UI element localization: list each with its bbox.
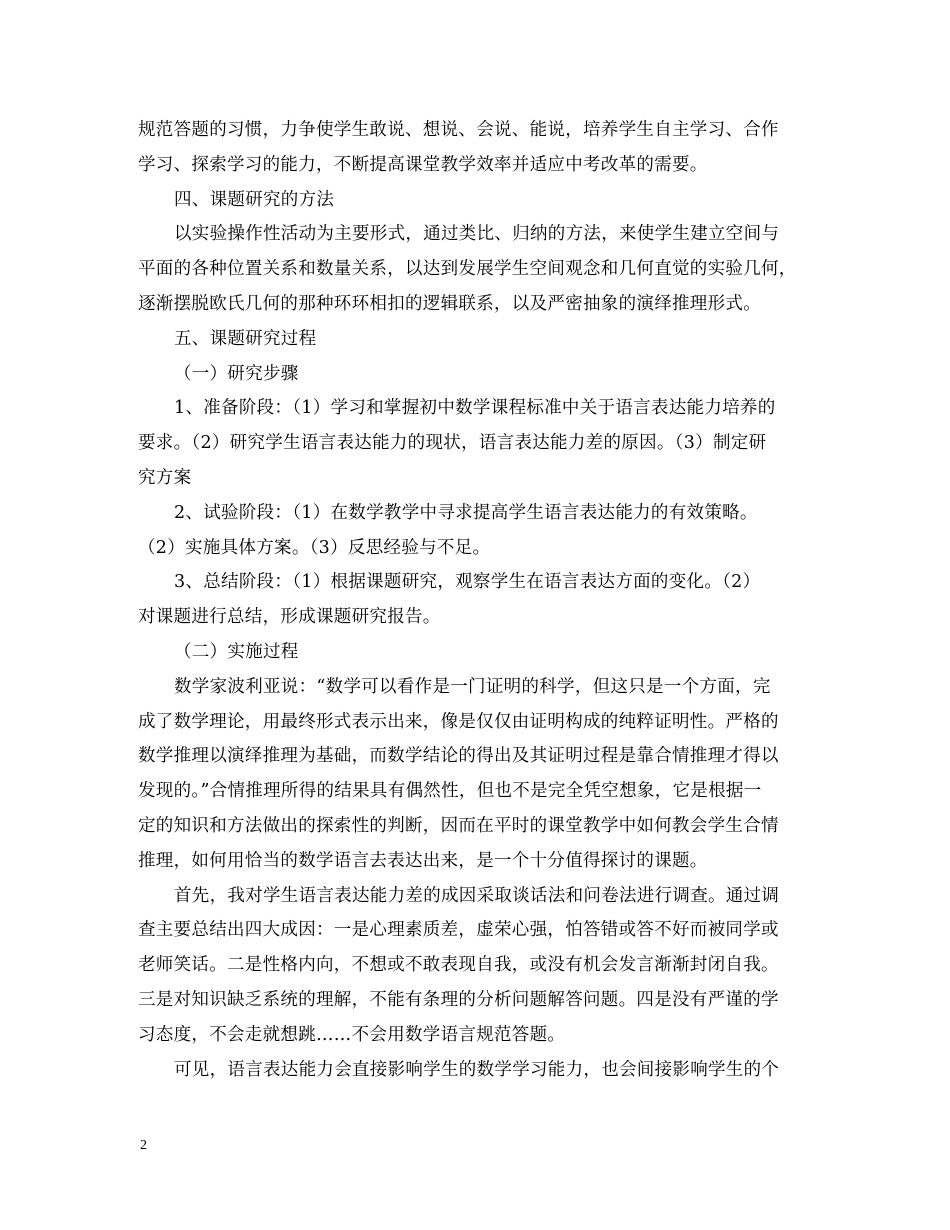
text-line: 成了数学理论，用最终形式表示出来，像是仅仅由证明构成的纯粹证明性。严格的 [138,711,779,732]
text-line: 定的知识和方法做出的探索性的判断，因而在平时的课堂教学中如何教会学生合情 [138,815,779,836]
text-line: 规范答题的习惯，力争使学生敢说、想说、会说、能说，培养学生自主学习、合作 [138,120,779,140]
section-heading: 四、课题研究的方法 [174,189,335,210]
text-line: 习态度，不会走就想跳……不会用数学语言规范答题。 [138,1024,566,1045]
subsection-heading: （一）研究步骤 [174,363,299,384]
text-line: 要求。（2）研究学生语言表达能力的现状，语言表达能力差的原因。（3）制定研 [138,433,767,454]
text-line: 3、总结阶段：（1）根据课题研究，观察学生在语言表达方面的变化。（2） [174,572,761,593]
text-line: 可见，语言表达能力会直接影响学生的数学学习能力，也会间接影响学生的个 [174,1059,780,1080]
text-line: 以实验操作性活动为主要形式，通过类比、归纳的方法，来使学生建立空间与 [174,224,780,245]
section-heading: 五、课题研究过程 [174,328,317,349]
document-body [138,113,828,1087]
text-line: 首先，我对学生语言表达能力差的成因采取谈话法和问卷法进行调查。通过调 [174,885,780,906]
text-line: 发现的。”合情推理所得的结果具有偶然性，但也不是完全凭空想象，它是根据一 [138,781,762,802]
text-line: 逐渐摆脱欧氏几何的那种环环相扣的逻辑联系，以及严密抽象的演绎推理形式。 [138,293,761,314]
text-block [138,113,828,1087]
page-number: 2 [140,1138,147,1153]
text-line: 平面的各种位置关系和数量关系，以达到发展学生空间观念和几何直觉的实验几何， [138,259,797,280]
text-line: 三是对知识缺乏系统的理解，不能有条理的分析问题解答问题。四是没有严谨的学 [138,989,779,1010]
text-line: 老师笑话。二是性格内向，不想或不敢表现自我，或没有机会发言渐渐封闭自我。 [138,955,779,976]
text-line: 推理，如何用恰当的数学语言去表达出来，是一个十分值得探讨的课题。 [138,850,708,871]
text-line: （2）实施具体方案。（3）反思经验与不足。 [138,537,491,558]
text-line: 对课题进行总结，形成课题研究报告。 [138,607,441,628]
text-line: 学习、探索学习的能力，不断提高课堂教学效率并适应中考改革的需要。 [138,154,708,175]
subsection-heading: （二）实施过程 [174,641,299,662]
text-line: 数学推理以演绎推理为基础，而数学结论的得出及其证明过程是靠合情推理才得以 [138,746,779,767]
text-line: 究方案 [138,467,192,488]
text-line: 数学家波利亚说：“数学可以看作是一门证明的科学，但这只是一个方面，完 [174,676,771,697]
text-line: 查主要总结出四大成因：一是心理素质差，虚荣心强，怕答错或答不好而被同学或 [138,920,779,941]
text-line: 1、准备阶段：（1）学习和掌握初中数学课程标准中关于语言表达能力培养的 [174,398,776,419]
text-line: 2、试验阶段：（1）在数学教学中寻求提高学生语言表达能力的有效策略。 [174,502,758,523]
